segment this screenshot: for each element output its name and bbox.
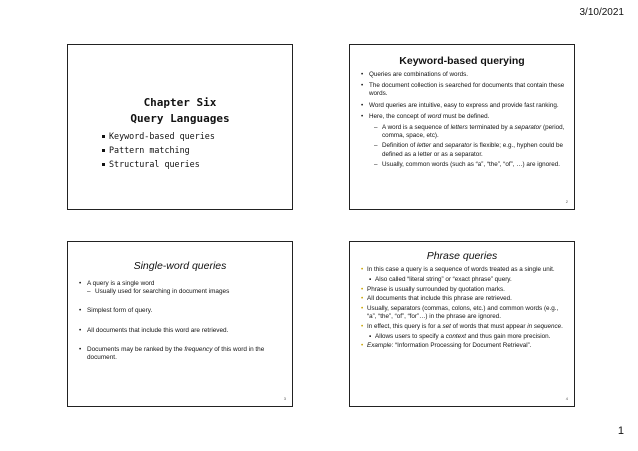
bullet-item: • Queries are combinations of words. — [361, 71, 469, 78]
topic-item: Structural queries — [102, 157, 215, 171]
sub-bullet-item: – Definition of letter and separator is flexible; e.g., hyphen could be defined as a letter or as a separator. — [374, 142, 564, 158]
page-number: 1 — [617, 425, 624, 437]
sub-bullet-item: – Usually, common words (such as “a”, “the”, “of”, …) are ignored. — [374, 160, 561, 168]
slide-body — [79, 280, 284, 362]
bullet-dot-icon: • — [361, 266, 364, 273]
topic-item: Pattern matching — [102, 143, 215, 157]
bullet-item: • Here, the concept of word must be defined. — [361, 112, 490, 120]
bullet-item: • Usually, separators (commas, colons, etc.) and common words (e.g., “a”, “the”, “of”, “for”…) in the phrase are ignored. — [361, 305, 559, 320]
chapter-title-line-1: Chapter Six — [143, 96, 217, 109]
square-bullet-icon: ▪ — [369, 332, 372, 340]
square-bullet-icon — [102, 163, 105, 166]
bullet-item: • In effect, this query is for a set of words that must appear in sequence. — [361, 322, 563, 330]
slide-body — [361, 71, 566, 171]
bullet-item: • Documents may be ranked by the frequency of this word in the document. — [79, 345, 265, 362]
bullet-item: • All documents that include this word are retrieved. — [79, 326, 229, 334]
bullet-item: • All documents that include this phrase are retrieved. — [361, 295, 512, 303]
sub-bullet-item: – Usually used for searching in document images — [87, 288, 230, 296]
bullet-dot-icon: • — [361, 285, 364, 293]
topic-item: Keyword-based queries — [102, 129, 215, 143]
square-bullet-icon — [102, 149, 105, 152]
chapter-title-line-2: Query Languages — [130, 112, 230, 125]
bullet-item: • Word queries are intuitive, easy to express and provide fast ranking. — [361, 101, 559, 109]
bullet-dot-icon: • — [361, 322, 364, 330]
slide-number: 2 — [565, 199, 568, 204]
square-bullet-icon — [102, 135, 105, 138]
sub-bullet-item: ▪ Also called “literal string” or “exact phrase” query. — [369, 275, 512, 283]
slide-3 — [67, 241, 293, 407]
bullet-item: • The document collection is searched for documents that contain these words. — [361, 82, 565, 98]
bullet-item: • A query is a single word — [79, 280, 155, 287]
page-date: 3/10/2021 — [579, 7, 624, 18]
bullet-dot-icon: • — [361, 295, 364, 303]
sub-bullet-item: ▪ Allows users to specify a context and thus gain more precision. — [369, 332, 551, 340]
topic-list — [102, 129, 215, 171]
slide-2 — [349, 44, 575, 210]
bullet-item: • Simplest form of query. — [79, 307, 153, 315]
square-bullet-icon: ▪ — [369, 275, 372, 283]
slide-title: Keyword-based querying — [399, 55, 525, 67]
chapter-title — [68, 95, 292, 127]
bullet-dot-icon: • — [361, 342, 364, 350]
slide-4 — [349, 241, 575, 407]
bullet-item: • Phrase is usually surrounded by quotation marks. — [361, 285, 505, 293]
slide-title: Single-word queries — [133, 260, 227, 272]
sub-bullet-item: – A word is a sequence of letters terminated by a separator (period, comma, space, etc). — [374, 124, 565, 140]
slide-number: 4 — [565, 396, 568, 401]
slide-number: 3 — [283, 396, 286, 401]
bullet-item: • In this case a query is a sequence of words treated as a single unit. — [361, 266, 555, 273]
slide-title: Phrase queries — [426, 250, 498, 262]
bullet-item: • Example: “Information Processing for Document Retrieval”. — [361, 342, 532, 350]
slide-body — [361, 266, 566, 352]
bullet-dot-icon: • — [361, 305, 364, 313]
slide-1 — [67, 44, 293, 210]
